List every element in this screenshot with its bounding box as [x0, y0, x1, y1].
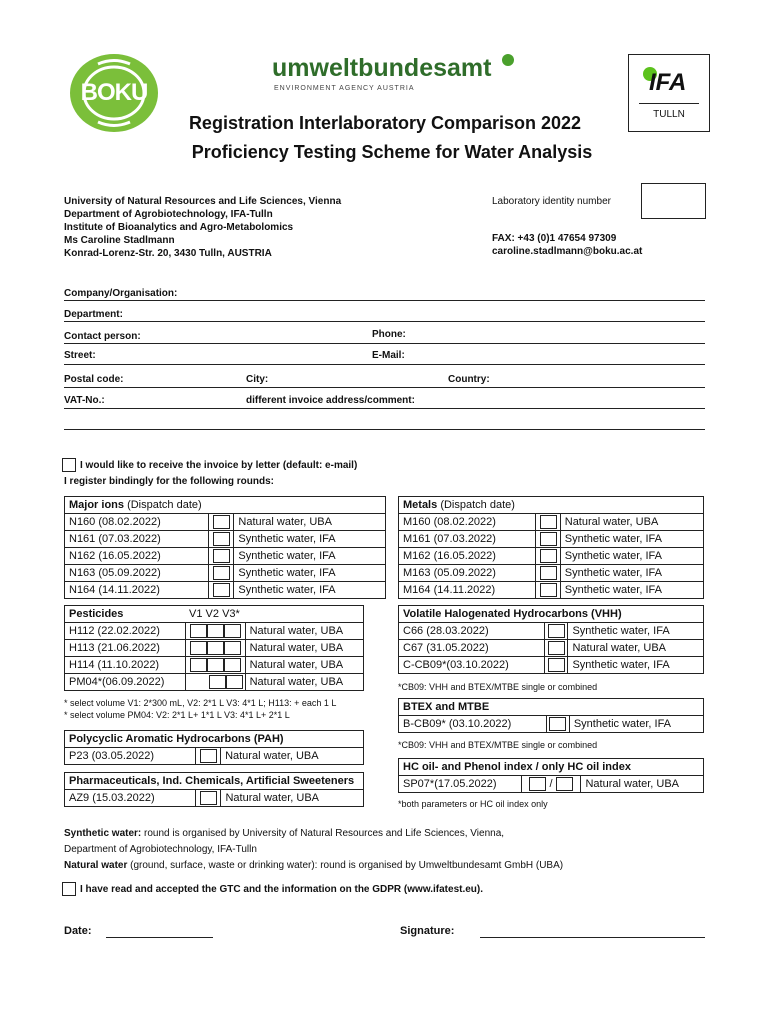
email-label: E-Mail:: [372, 350, 405, 361]
street-label: Street:: [64, 350, 96, 361]
h114-v1-checkbox[interactable]: [190, 658, 207, 672]
comment-field[interactable]: [64, 429, 705, 430]
table-row: M161 (07.03.2022) Synthetic water, IFA: [399, 531, 704, 548]
table-row: M162 (16.05.2022) Synthetic water, IFA: [399, 548, 704, 565]
natural-water-label: Natural water: [64, 860, 128, 871]
uba-logo-dot-icon: [502, 54, 514, 66]
pm04-v3-checkbox[interactable]: [226, 675, 243, 689]
table-row: SP07*(17.05.2022) / Natural water, UBA: [399, 776, 704, 793]
invoice-letter-checkbox[interactable]: [62, 458, 76, 472]
m162-checkbox[interactable]: [540, 549, 557, 563]
ifa-logo-city: TULLN: [653, 109, 685, 120]
table-row: C66 (28.03.2022) Synthetic water, IFA: [399, 623, 704, 640]
company-field[interactable]: [64, 300, 705, 301]
az9-checkbox[interactable]: [200, 791, 217, 805]
country-label: Country:: [448, 374, 490, 385]
table-row: P23 (03.05.2022) Natural water, UBA: [65, 748, 364, 765]
n162-checkbox[interactable]: [213, 549, 230, 563]
pesticides-header: Pesticides: [69, 608, 124, 620]
uba-logo-subtitle: ENVIRONMENT AGENCY AUSTRIA: [274, 85, 415, 92]
n161-checkbox[interactable]: [213, 532, 230, 546]
h112-v1-checkbox[interactable]: [190, 624, 207, 638]
btex-note: *CB09: VHH and BTEX/MTBE single or combined: [398, 740, 598, 750]
vat-field[interactable]: [64, 408, 705, 409]
address-line-1: University of Natural Resources and Life Sciences, Vienna: [64, 196, 342, 207]
natural-water-text: (ground, surface, waste or drinking water): round is organised by Umweltbundesamt GmbH (UBA): [127, 860, 564, 871]
table-row: H113 (21.06.2022) Natural water, UBA: [65, 640, 364, 657]
phone-label: Phone:: [372, 329, 406, 340]
table-row: N163 (05.09.2022) Synthetic water, IFA: [65, 565, 386, 582]
address-line-3: Institute of Bioanalytics and Agro-Metabolomics: [64, 222, 294, 233]
pesticides-table: [64, 605, 364, 691]
table-row: N164 (14.11.2022) Synthetic water, IFA: [65, 582, 386, 599]
c-cb09-checkbox[interactable]: [548, 658, 565, 672]
address-line-5: Konrad-Lorenz-Str. 20, 3430 Tulln, AUSTRIA: [64, 248, 272, 259]
metals-dispatch: (Dispatch date): [440, 499, 515, 511]
table-row: H114 (11.10.2022) Natural water, UBA: [65, 657, 364, 674]
page-subtitle: Proficiency Testing Scheme for Water Analysis: [191, 142, 593, 162]
invoice-address-label: different invoice address/comment:: [246, 395, 415, 406]
gtc-label: I have read and accepted the GTC and the information on the GDPR (www.ifatest.eu).: [80, 884, 484, 895]
signature-field[interactable]: [480, 937, 705, 938]
address-line-2: Department of Agrobiotechnology, IFA-Tulln: [64, 209, 273, 220]
hc-oil-only-checkbox[interactable]: [556, 777, 573, 791]
hc-table: [398, 758, 704, 793]
table-row: B-CB09* (03.10.2022) Synthetic water, IFA: [399, 716, 704, 733]
synthetic-water-info: [64, 826, 563, 874]
btex-header: BTEX and MTBE: [403, 701, 490, 713]
m164-checkbox[interactable]: [540, 583, 557, 597]
h113-v2-checkbox[interactable]: [207, 641, 224, 655]
h113-v3-checkbox[interactable]: [224, 641, 241, 655]
pesticides-note-2: * select volume PM04: V2: 2*1 L+ 1*1 L V3: 4*1 L+ 2*1 L: [64, 710, 290, 720]
n160-checkbox[interactable]: [213, 515, 230, 529]
hc-note: *both parameters or HC oil index only: [398, 799, 548, 809]
table-row: H112 (22.02.2022) Natural water, UBA: [65, 623, 364, 640]
p23-checkbox[interactable]: [200, 749, 217, 763]
signature-label: Signature:: [400, 925, 455, 937]
synthetic-water-text-2: Department of Agrobiotechnology, IFA-Tulln: [64, 844, 257, 855]
contact-person-label: Contact person:: [64, 331, 141, 342]
major-ions-table: [64, 496, 386, 599]
table-row: PM04*(06.09.2022) Natural water, UBA: [65, 674, 364, 691]
h112-v2-checkbox[interactable]: [207, 624, 224, 638]
department-field[interactable]: [64, 321, 705, 322]
street-email-field[interactable]: [64, 364, 705, 365]
vhh-note: *CB09: VHH and BTEX/MTBE single or combined: [398, 682, 598, 692]
gtc-checkbox[interactable]: [62, 882, 76, 896]
table-row: C-CB09*(03.10.2022) Synthetic water, IFA: [399, 657, 704, 674]
hc-header: HC oil- and Phenol index / only HC oil index: [403, 761, 631, 773]
vhh-table: [398, 605, 704, 674]
pah-header: Polycyclic Aromatic Hydrocarbons (PAH): [69, 733, 284, 745]
umweltbundesamt-logo: [272, 54, 522, 94]
table-row: C67 (31.05.2022) Natural water, UBA: [399, 640, 704, 657]
c66-checkbox[interactable]: [548, 624, 565, 638]
department-label: Department:: [64, 309, 123, 320]
hc-slash: /: [549, 777, 553, 790]
address-block: [64, 195, 341, 260]
boku-logo-text: BOKU: [80, 79, 148, 106]
metals-table: [398, 496, 704, 599]
metals-header: Metals: [403, 499, 438, 511]
vhh-header: Volatile Halogenated Hydrocarbons (VHH): [403, 608, 622, 620]
b-cb09-checkbox[interactable]: [549, 717, 566, 731]
uba-logo-text: umweltbundesamt: [272, 54, 492, 82]
table-row: M164 (14.11.2022) Synthetic water, IFA: [399, 582, 704, 599]
m163-checkbox[interactable]: [540, 566, 557, 580]
table-row: N162 (16.05.2022) Synthetic water, IFA: [65, 548, 386, 565]
synthetic-water-text: round is organised by University of Natural Resources and Life Sciences, Vienna,: [141, 828, 505, 839]
company-label: Company/Organisation:: [64, 288, 178, 299]
major-ions-dispatch: (Dispatch date): [127, 499, 202, 511]
pm04-v2-checkbox[interactable]: [209, 675, 226, 689]
n163-checkbox[interactable]: [213, 566, 230, 580]
h113-v1-checkbox[interactable]: [190, 641, 207, 655]
ifa-logo-text: IFA: [649, 69, 687, 96]
vat-label: VAT-No.:: [64, 395, 105, 406]
city-label: City:: [246, 374, 269, 385]
m160-checkbox[interactable]: [540, 515, 557, 529]
date-field[interactable]: [106, 937, 213, 938]
synthetic-water-label: Synthetic water:: [64, 828, 142, 839]
page-title: Registration Interlaboratory Comparison 2022: [188, 113, 582, 133]
date-label: Date:: [64, 925, 92, 937]
pesticides-note-1: * select volume V1: 2*300 mL, V2: 2*1 L V3: 4*1 L; H113: + each 1 L: [64, 698, 337, 708]
register-text: I register bindingly for the following rounds:: [64, 476, 274, 487]
pharma-table: [64, 772, 364, 807]
major-ions-header: Major ions: [69, 499, 125, 511]
pah-table: [64, 730, 364, 765]
contact-email: caroline.stadlmann@boku.ac.at: [492, 246, 643, 257]
table-row: N160 (08.02.2022) Natural water, UBA: [65, 514, 386, 531]
hc-phenol-checkbox[interactable]: [529, 777, 546, 791]
h114-v3-checkbox[interactable]: [224, 658, 241, 672]
fax-number: FAX: +43 (0)1 47654 97309: [492, 233, 617, 244]
h114-v2-checkbox[interactable]: [207, 658, 224, 672]
pesticides-volumes: V1 V2 V3*: [189, 608, 240, 620]
postal-city-field[interactable]: [64, 387, 705, 388]
btex-table: [398, 698, 704, 733]
postal-code-label: Postal code:: [64, 374, 124, 385]
table-row: M163 (05.09.2022) Synthetic water, IFA: [399, 565, 704, 582]
c67-checkbox[interactable]: [548, 641, 565, 655]
lab-id-input[interactable]: [641, 183, 706, 219]
pharma-header: Pharmaceuticals, Ind. Chemicals, Artificial Sweeteners: [69, 775, 355, 787]
table-row: M160 (08.02.2022) Natural water, UBA: [399, 514, 704, 531]
invoice-letter-label: I would like to receive the invoice by letter (default: e-mail): [80, 460, 358, 471]
n164-checkbox[interactable]: [213, 583, 230, 597]
table-row: AZ9 (15.03.2022) Natural water, UBA: [65, 790, 364, 807]
table-row: N161 (07.03.2022) Synthetic water, IFA: [65, 531, 386, 548]
m161-checkbox[interactable]: [540, 532, 557, 546]
h112-v3-checkbox[interactable]: [224, 624, 241, 638]
address-line-4: Ms Caroline Stadlmann: [64, 235, 175, 246]
contact-phone-field[interactable]: [64, 343, 705, 344]
lab-id-label: Laboratory identity number: [492, 196, 611, 207]
